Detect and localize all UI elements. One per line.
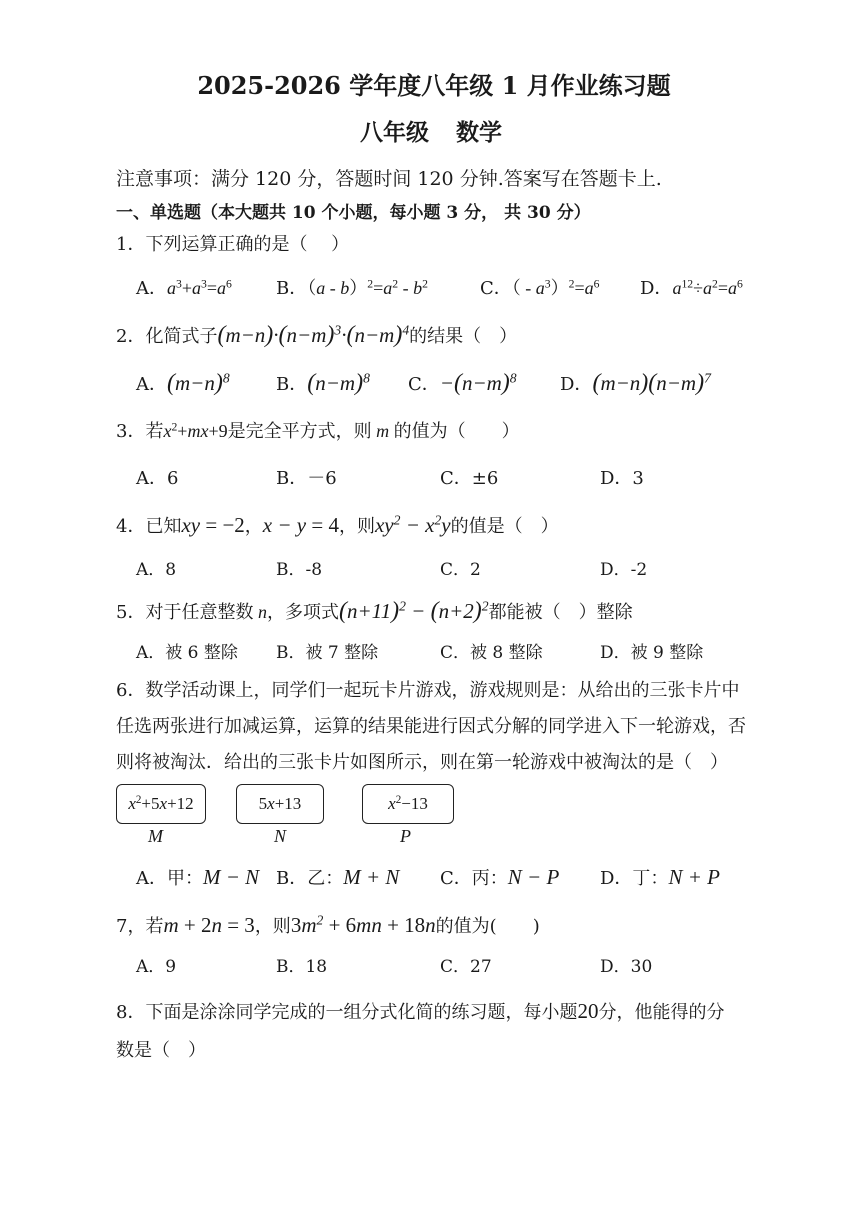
question-7-option-a: A．9 [136,957,177,977]
card-p-label: P [400,826,411,846]
question-8-line-1: 8．下面是涂涂同学完成的一组分式化简的练习题，每小题20分，他能得的分 [116,999,725,1023]
question-7-option-d: D．30 [600,957,653,977]
notice: 注意事项：满分 120 分，答题时间 120 分钟.答案写在答题卡上. [116,168,662,190]
question-4-stem: 4．已知xy = −2，x − y = 4，则$xy^2 - x^2y$的值是（ ） [116,512,559,537]
question-6-line-1: 6．数学活动课上，同学们一起玩卡片游戏，游戏规则是：从给出的三张卡片中 [116,680,740,701]
question-2-option-a: A．$(m-n)^8$ [136,370,230,396]
question-1-option-d: D．$a^{12}\div a^2=a^6$ [640,277,743,299]
card-p: $x^2-13$ [362,784,454,824]
card-m-label: M [148,826,163,846]
section-heading: 一、单选题（本大题共 10 个小题，每小题 3 分， 共 30 分） [116,203,591,223]
question-5-option-c: C．被 8 整除 [440,643,543,663]
subtitle-subject: 数学 [456,119,502,146]
question-7-stem: 7，若m + 2n = 3，则$3m^2 + 6mn + 18n$的值为( ) [116,912,540,937]
question-2-stem: 2．化简式子$(m-n)\cdot(n-m)^3\cdot(n-m)^4$的结果（ ） [116,322,518,348]
question-3-option-d: D．3 [600,468,644,489]
question-5-option-b: B．被 7 整除 [276,643,379,663]
question-2-option-c: C．$-(n-m)^8$ [408,370,517,396]
question-3-option-a: A．6 [136,468,179,489]
question-2-option-d: D．$(m-n)(n-m)^7$ [560,370,711,396]
question-3-stem: 3．若$x^2+mx+9$是完全平方式，则 m 的值为（ ） [116,420,520,442]
question-5-option-d: D．被 9 整除 [600,643,704,663]
question-7-option-b: B．18 [276,957,328,977]
question-2-option-b: B．$(n-m)^8$ [276,370,370,396]
question-3-option-b: B．－6 [276,468,337,489]
card-n: 5x+13 [236,784,324,824]
question-6-line-2: 任选两张进行加减运算，运算的结果能进行因式分解的同学进入下一轮游戏，否 [116,716,746,737]
question-4-option-d: D．-2 [600,560,648,580]
question-1-stem: 1．下列运算正确的是（ ） [116,234,350,255]
question-4-option-b: B．-8 [276,560,323,580]
question-1-option-c: C．（ - $a^3)^2=a^6$ [480,277,600,299]
question-6-option-d: D．丁：N + P [600,865,720,889]
question-4-option-a: A．8 [136,560,177,580]
question-5-stem: 5．对于任意整数 n，多项式$(n+11)^2 - (n+2)^2$都能被（ ）整除 [116,598,633,624]
question-6-option-a: A．甲：M − N [136,865,260,889]
question-6-line-3: 则将被淘汰．给出的三张卡片如图所示，则在第一轮游戏中被淘汰的是（ ） [116,752,728,773]
card-m: $x^2+5x+12$ [116,784,206,824]
card-n-label: N [274,826,287,846]
question-1-option-a: A．$a^3+a^3=a^6$ [136,277,232,299]
subtitle-grade: 八年级 [360,119,429,146]
page-title: 2025-2026 学年度八年级 1 月作业练习题 [197,71,671,100]
question-4-option-c: C．2 [440,560,481,580]
question-8-line-2: 数是（ ） [116,1040,206,1061]
question-3-option-c: C．±6 [440,468,499,489]
question-6-option-b: B．乙：M + N [276,865,400,889]
question-7-option-c: C．27 [440,957,492,977]
question-1-option-b: B．$(a - b)^2=a^2 - b^2$ [276,277,428,299]
question-6-option-c: C．丙：N − P [440,865,560,889]
question-5-option-a: A．被 6 整除 [136,643,238,663]
